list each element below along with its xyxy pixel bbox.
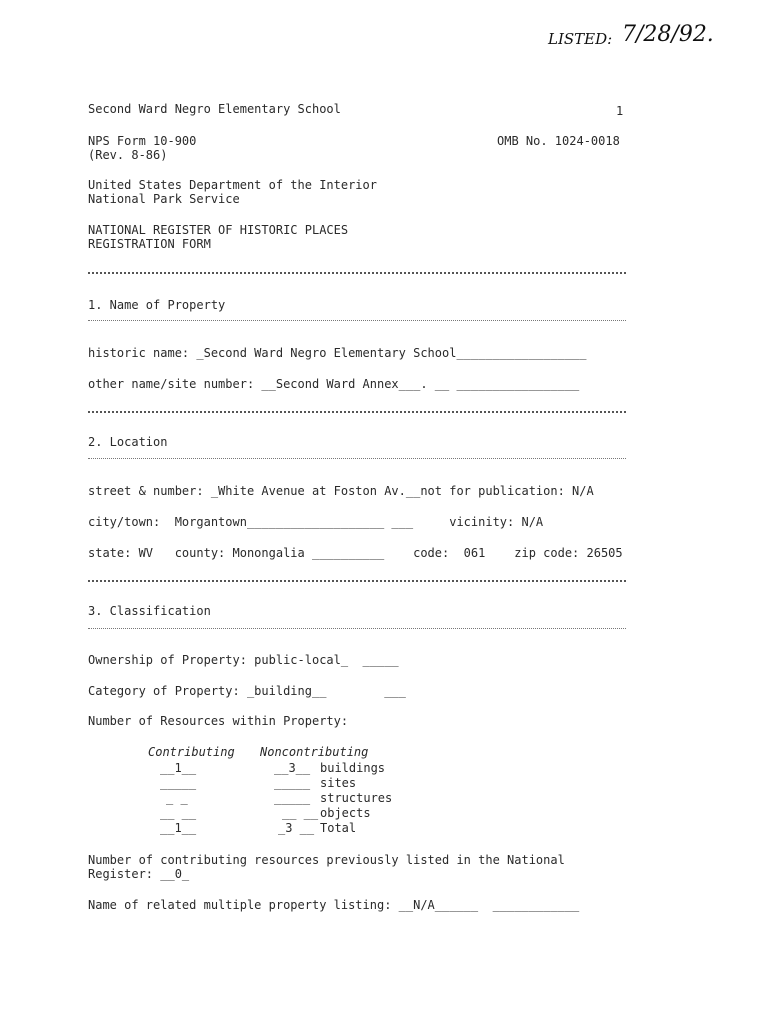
section-divider	[88, 580, 626, 582]
noncontributing-count: _3 __	[278, 821, 315, 835]
ownership-field: Ownership of Property: public-local_ _____	[88, 653, 399, 667]
section-1-heading: 1. Name of Property	[88, 298, 226, 312]
page-number: 1	[616, 104, 624, 118]
form-number: NPS Form 10-900	[88, 134, 197, 148]
contributing-count: _ _	[166, 791, 188, 805]
resource-type-label: structures	[320, 791, 393, 805]
state-county-field: state: WV county: Monongalia __________ code: 061 zip code: 26505	[88, 546, 623, 560]
section-divider	[88, 272, 626, 274]
listed-label: LISTED:	[548, 30, 613, 48]
section-2-heading: 2. Location	[88, 435, 168, 449]
other-name-field: other name/site number: __Second Ward Annex___. __ _________________	[88, 377, 580, 391]
previously-listed-line-2: Register: __0_	[88, 867, 190, 881]
noncontributing-count: __3__	[274, 761, 311, 775]
section-3-heading: 3. Classification	[88, 604, 211, 618]
noncontributing-column-header: Noncontributing	[260, 745, 369, 759]
resource-type-label: Total	[320, 821, 357, 835]
contributing-count: __1__	[160, 761, 197, 775]
listed-date: 7/28/92.	[622, 22, 714, 47]
resources-heading: Number of Resources within Property:	[88, 714, 349, 728]
related-listing-field: Name of related multiple property listing: __N/A______ ____________	[88, 898, 580, 912]
category-field: Category of Property: _building__ ___	[88, 684, 406, 698]
property-title: Second Ward Negro Elementary School	[88, 102, 341, 116]
contributing-count: __ __	[160, 806, 197, 820]
noncontributing-count: _____	[274, 776, 311, 790]
contributing-column-header: Contributing	[148, 745, 235, 759]
resource-type-label: objects	[320, 806, 371, 820]
contributing-count: __1__	[160, 821, 197, 835]
omb-number: OMB No. 1024-0018	[497, 134, 620, 148]
noncontributing-count: _____	[274, 791, 311, 805]
resource-type-label: buildings	[320, 761, 386, 775]
resource-type-label: sites	[320, 776, 357, 790]
street-number-field: street & number: _White Avenue at Foston Av.__not for publication: N/A	[88, 484, 594, 498]
contributing-count: _____	[160, 776, 197, 790]
city-town-field: city/town: Morgantown___________________ ___ vicinity: N/A	[88, 515, 544, 529]
section-divider	[88, 458, 626, 459]
form-revision: (Rev. 8-86)	[88, 148, 168, 162]
section-divider	[88, 628, 626, 629]
form-title-1: NATIONAL REGISTER OF HISTORIC PLACES	[88, 223, 349, 237]
agency-line-1: United States Department of the Interior	[88, 178, 377, 192]
historic-name-field: historic name: _Second Ward Negro Elementary School__________________	[88, 346, 587, 360]
section-divider	[88, 411, 626, 413]
form-title-2: REGISTRATION FORM	[88, 237, 211, 251]
agency-line-2: National Park Service	[88, 192, 240, 206]
section-divider	[88, 320, 626, 321]
previously-listed-line-1: Number of contributing resources previously listed in the National	[88, 853, 565, 867]
noncontributing-count: __ __	[282, 806, 319, 820]
